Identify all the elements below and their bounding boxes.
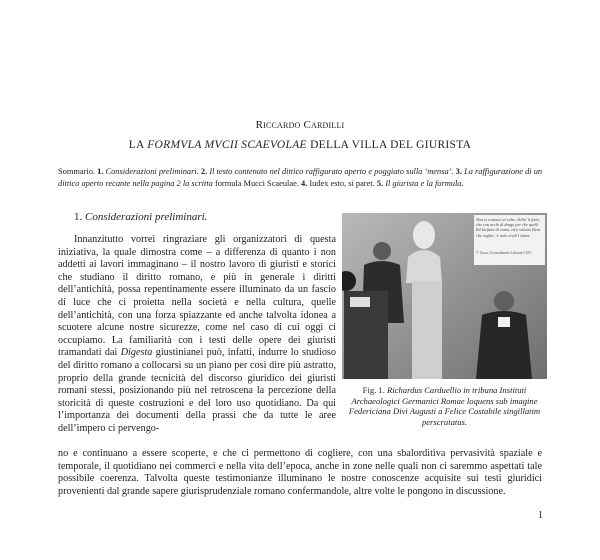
body-text-1: Innanzitutto vorrei ringraziare gli organizzatori di questa iniziativa, la quale dimostra come – a differenza di quanto i non addetti ai lavori immaginano – il nostro lavoro di giuristi e storici che studiano il diritto romano, e più in generale i diritti dell’antichità, possa repentinamente essere illuminato da un fascio di luce che ci proietta nella società e nella cultura, quelle dell’antichità, con una forza spiazzante ed anche talvolta idonea a scuotere alcune nostre sicurezze, come nel caso di cui oggi ci occupiamo. La familiarità con i testi delle opere dei giuristi tramandati dai xyxy=(58,234,336,359)
summary-item-4: Iudex esto, si paret. xyxy=(309,178,375,188)
summary-block xyxy=(58,166,542,189)
caption-lead: Fig. 1. xyxy=(362,385,385,395)
summary-item-1: Considerazioni preliminari. xyxy=(105,167,199,176)
figure-photo xyxy=(342,213,547,379)
summary-item-3b: formula Mucci Scaeulae. xyxy=(214,178,299,188)
summary-num-2: 2. xyxy=(200,167,208,176)
summary-num-5: 5. xyxy=(376,178,384,188)
summary-num-1: 1. xyxy=(97,167,104,176)
summary-num-3: 3. xyxy=(455,167,462,176)
body-paragraph xyxy=(58,234,336,436)
body-column xyxy=(58,234,336,436)
section-heading xyxy=(74,211,207,223)
author-name xyxy=(0,119,600,131)
seated-person-head xyxy=(494,291,514,311)
speaker-head xyxy=(373,242,391,260)
paper-title xyxy=(0,139,600,151)
title-italic: FORMVLA MVCII SCAEVOLAE xyxy=(147,139,307,151)
body-fullwidth xyxy=(58,448,542,498)
body-paragraph-continued: no e continuano a essere scoperte, e che ci permettono di cogliere, con una sbalorditiva pervasività spaziale e temporale, il quotidiano nei commerci e nella vita dell’epoca, anche in zone nelle quali non ci saremmo aspettati tale possibile coerenza. Talvolta queste testimonianze illuminano le nostre conoscenze acquisite sui testi giuridici provenienti dal grande sapere giurisprudenziale romano confermandole, altre volte le pongono in discussione. xyxy=(58,448,542,497)
title-suffix: DELLA VILLA DEL GIURISTA xyxy=(306,139,472,151)
author-text: Riccardo Cardilli xyxy=(255,119,345,131)
poster-subtext: T. Tasso, Gerusalemme Liberata I.XIV xyxy=(476,251,532,255)
summary-label: Sommario. xyxy=(58,167,95,176)
section-title: Considerazioni preliminari. xyxy=(85,211,208,223)
section-number: 1. xyxy=(74,211,83,223)
poster-text: Non si conosce al volto ‘della’ il fatto, che con occhi di drago per che quelli Ed ha fatto di como, ed a volutto Heut che vogliti, ‘e nolo credi l’atrus. xyxy=(476,217,541,238)
statue-head xyxy=(413,221,435,249)
body-text-2: giustinianei può, infatti, indurre lo studioso del diritto romano a collocarsi su un piano per così dire più astratto, proprio della grande tecnicità del discorso giuridico dei giuristi romani stessi, posizionando più nel retroscena la percezione della storicità di queste costruzioni e del loro uso quotidiano. Da qui l’importanza dei documenti della prassi che da tutte le aree dell’impero ci pervengo- xyxy=(58,347,336,434)
summary-item-3: La raffigurazione di un dittico aperto recante nella pagina 2 la scritta xyxy=(58,167,543,188)
name-badge xyxy=(498,317,510,327)
figure-caption xyxy=(342,385,547,427)
summary-item-5: Il giurista e la formula. xyxy=(385,178,464,188)
caption-text: Richardus Carduellio in tribuna Instituti Archaeologici Germanici Romae loquens sub imagine Federiciana Divi Augusti a Felice Costabile singillatim perscrutatus. xyxy=(348,385,541,427)
summary-num-4: 4. xyxy=(300,178,308,188)
page-number: 1 xyxy=(538,510,543,521)
podium-sign xyxy=(350,297,370,307)
title-prefix: LA xyxy=(128,139,148,151)
statue-bust xyxy=(406,250,442,283)
summary-item-2: Il testo contenuto nel dittico raffigurato aperto e poggiato sulla ‘mensa’. xyxy=(209,167,454,176)
digesta-word: Digesta xyxy=(120,347,153,359)
statue-pedestal xyxy=(412,281,442,379)
